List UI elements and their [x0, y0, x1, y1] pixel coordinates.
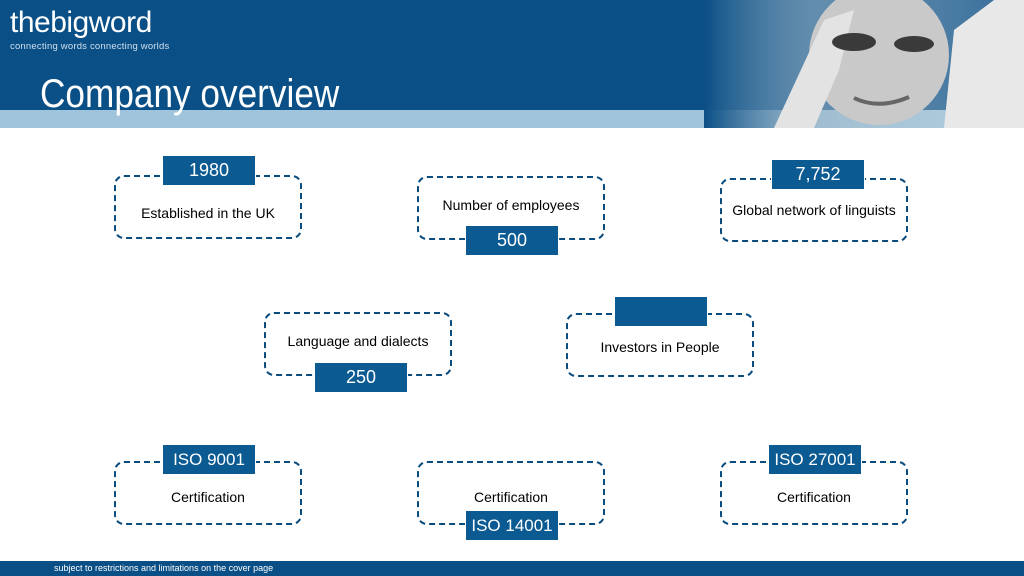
languages-text: Language and dialects [287, 333, 429, 349]
footer-bar [0, 561, 1024, 576]
iso14001-text: Certification [474, 489, 548, 505]
header-photo [704, 0, 1024, 128]
iso9001-badge: ISO 9001 [162, 444, 256, 475]
investors-badge [614, 296, 708, 327]
logo-tagline: connecting words connecting worlds [10, 41, 170, 52]
investors-text: Investors in People [600, 339, 720, 355]
iso27001-badge: ISO 27001 [768, 444, 862, 475]
established-text: Established in the UK [141, 205, 275, 221]
linguists-text: Global network of linguists [732, 202, 896, 218]
employees-text: Number of employees [442, 197, 580, 213]
iso9001-text: Certification [171, 489, 245, 505]
linguists-badge: 7,752 [771, 159, 865, 190]
logo-wordmark: thebigword [10, 6, 152, 39]
footer-disclaimer: subject to restrictions and limitations on the cover page [54, 563, 274, 573]
page-title: Company overview [40, 72, 340, 116]
iso14001-badge: ISO 14001 [465, 510, 559, 541]
established-badge: 1980 [162, 155, 256, 186]
company-logo [10, 6, 169, 52]
languages-badge: 250 [314, 362, 408, 393]
employees-badge: 500 [465, 225, 559, 256]
iso27001-text: Certification [777, 489, 851, 505]
